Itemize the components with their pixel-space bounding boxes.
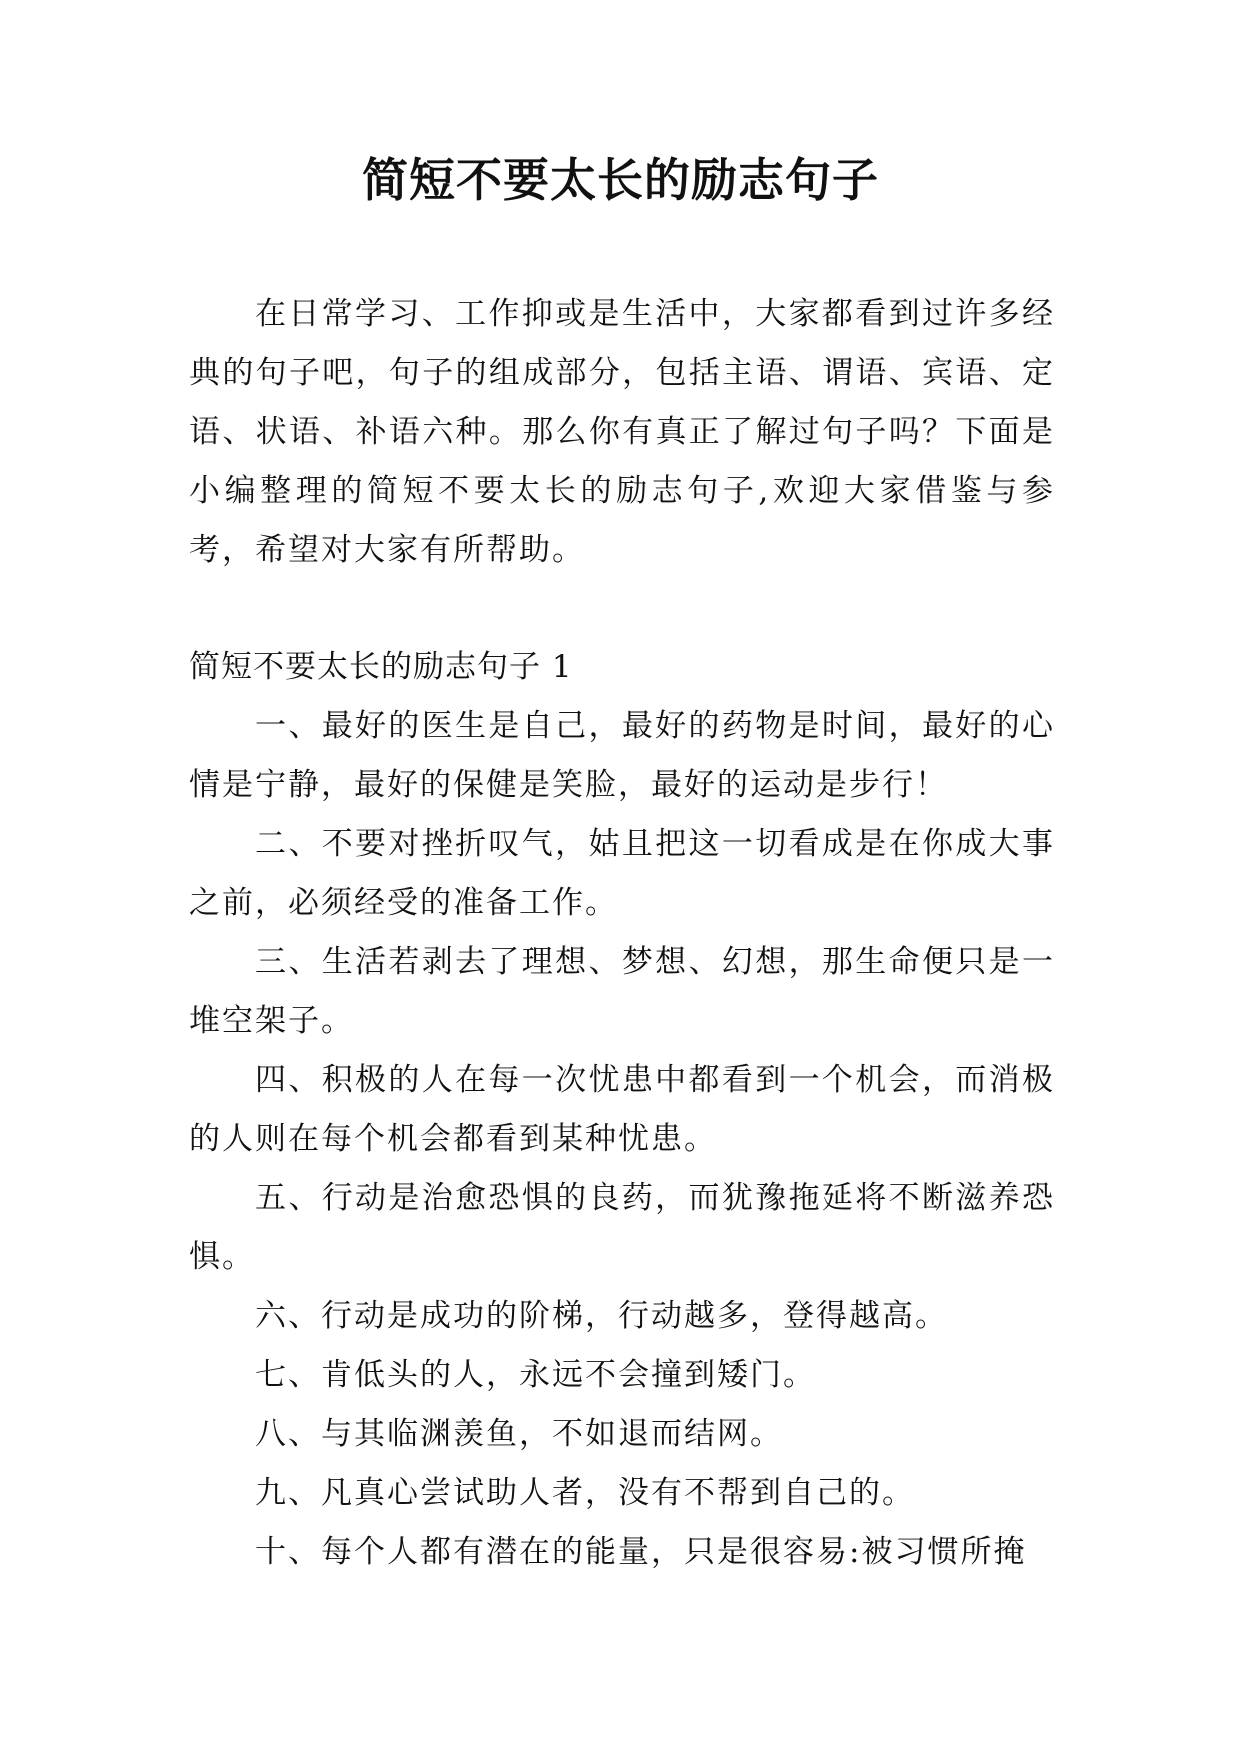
document-title: 简短不要太长的励志句子 <box>362 153 879 207</box>
quote-item: 九、凡真心尝试助人者，没有不帮到自己的。 <box>255 1475 915 1511</box>
quote-item: 十、每个人都有潜在的能量，只是很容易:被习惯所掩 <box>255 1534 1027 1570</box>
quote-item: 二、不要对挫折叹气，姑且把这一切看成是在你成大事之前，必须经受的准备工作。 <box>189 826 1055 921</box>
intro-paragraph: 在日常学习、工作抑或是生活中，大家都看到过许多经典的句子吧，句子的组成部分，包括主语、谓语、宾语、定语、状语、补语六种。那么你有真正了解过句子吗？下面是小编整理的简短不要太长的励志句子,欢迎大家借鉴与参考，希望对大家有所帮助。 <box>189 296 1055 568</box>
quote-list <box>189 697 1055 1582</box>
quote-item: 三、生活若剥去了理想、梦想、幻想，那生命便只是一堆空架子。 <box>189 944 1055 1039</box>
quote-item: 四、积极的人在每一次忧患中都看到一个机会，而消极的人则在每个机会都看到某种忧患。 <box>189 1062 1055 1157</box>
quote-item: 七、肯低头的人，永远不会撞到矮门。 <box>255 1357 816 1393</box>
quote-item: 一、最好的医生是自己，最好的药物是时间，最好的心情是宁静，最好的保健是笑脸，最好的运动是步行！ <box>189 708 1055 803</box>
section-heading: 简短不要太长的励志句子 1 <box>189 649 573 685</box>
quote-item: 五、行动是治愈恐惧的良药，而犹豫拖延将不断滋养恐惧。 <box>189 1180 1055 1275</box>
quote-item: 六、行动是成功的阶梯，行动越多，登得越高。 <box>255 1298 948 1334</box>
quote-item: 八、与其临渊羡鱼，不如退而结网。 <box>255 1416 783 1452</box>
